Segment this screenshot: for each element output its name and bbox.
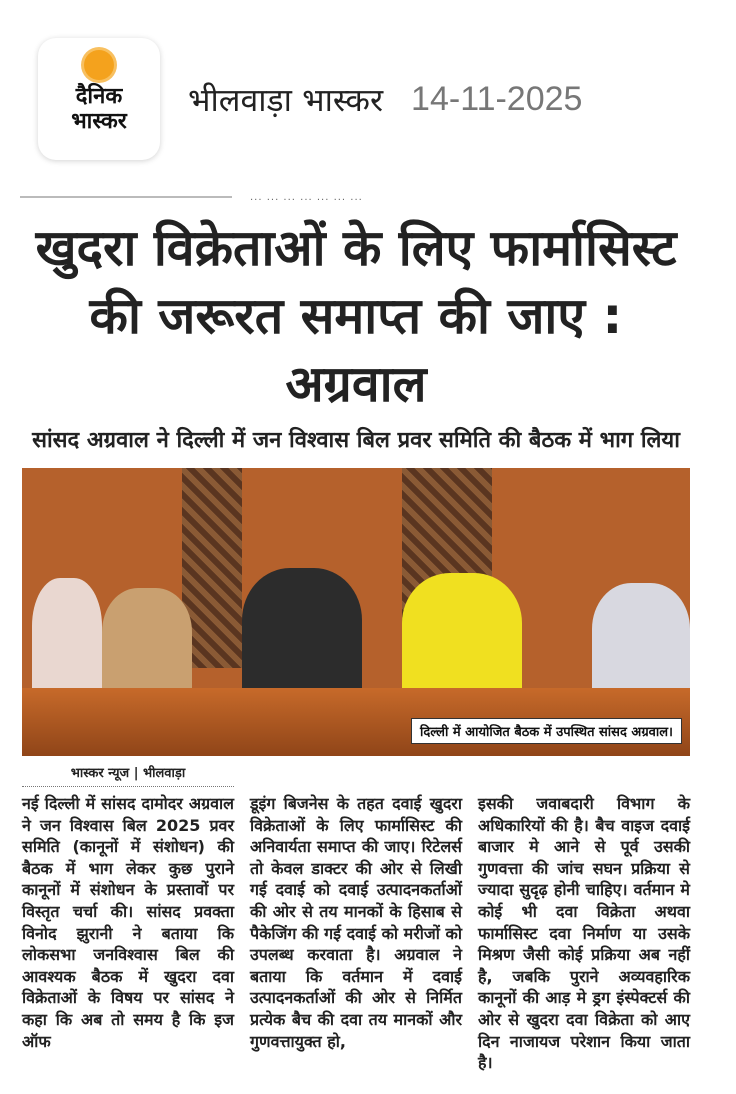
cut-off-text: ... ... ... ... ... ... ... — [250, 191, 363, 203]
top-line — [20, 190, 736, 204]
paper-name: भीलवाड़ा भास्कर — [188, 80, 384, 119]
photo-caption: दिल्ली में आयोजित बैठक में उपस्थित सांसद अग्रवाल। — [411, 718, 682, 744]
byline: भास्कर न्यूज | भीलवाड़ा — [70, 766, 186, 781]
person — [402, 573, 522, 698]
logo-line1: दैनिक — [75, 84, 123, 109]
person — [242, 568, 362, 698]
header — [0, 0, 736, 160]
divider — [20, 196, 232, 198]
article-columns — [22, 793, 690, 1074]
person — [102, 588, 192, 698]
article-column-3: इसकी जवाबदारी विभाग के अधिकारियों की है। बैच वाइज दवाई बाजार मे आने से पूर्व उसकी गुणवत्ता की जांच सघन प्रक्रिया से ज्यादा सुदृढ़ होनी चाहिए। वर्तमान मे कोई भी दवा विक्रेता अथवा फार्मासिस्ट दवा निर्माण या उसके मिश्रण जैसी कोई प्रक्रिया अब नहीं है, जबकि पुराने अव्यवहारिक कानूनों की आड़ मे ड्रग इंस्पेक्टर्स की ओर से खुदरा दवा विक्रेता को आए दिन नाजायज परेशान किया जाता है। — [478, 794, 690, 1073]
dainik-bhaskar-logo[interactable] — [38, 38, 160, 160]
sun-icon — [84, 50, 114, 80]
article-column-2: डूइंग बिजनेस के तहत दवाई खुदरा विक्रेताओं के लिए फार्मासिस्ट की अनिवार्यता समाप्त की जाए। रिटेलर्स तो केवल डाक्टर की ओर से लिखी गई दवाई को दवाई उत्पादनकर्ताओं की ओर से तय मानकों के हिसाब से पैकेजिंग की गई दवाई को मरीजों को उपलब्ध करवाता है। अग्रवाल ने बताया कि वर्तमान में दवाई उत्पादनकर्ताओं की ओर से निर्मित प्रत्येक बैच की दवा तय मानकों और गुणवत्तायुक्त हो, — [250, 794, 462, 1051]
meeting-photo — [22, 468, 690, 756]
subheadline: सांसद अग्रवाल ने दिल्ली में जन विश्वास बिल प्रवर समिति की बैठक में भाग लिया — [32, 428, 680, 453]
article — [0, 204, 736, 1094]
logo-line2: भास्कर — [71, 109, 127, 134]
divider — [22, 786, 234, 787]
headline: खुदरा विक्रेताओं के लिए फार्मासिस्ट की जरूरत समाप्त की जाए : अग्रवाल — [35, 219, 677, 413]
person — [32, 578, 102, 698]
article-column-1: नई दिल्ली में सांसद दामोदर अग्रवाल ने जन विश्वास बिल 2025 प्रवर समिति (कानूनों में संशोधन) की बैठक में भाग लेकर कुछ पुराने कानूनों में संशोधन के प्रस्तावों पर विस्तृत चर्चा की। सांसद प्रवक्ता विनोद झुरानी ने बताया कि लोकसभा जनविश्वास बिल की आवश्यक बैठक में खुदरा दवा विक्रेताओं के विषय पर सांसद ने कहा कि अब तो समय है कि इज ऑफ — [22, 794, 234, 1051]
edition-date: 14-11-2025 — [411, 79, 583, 118]
person — [592, 583, 690, 698]
